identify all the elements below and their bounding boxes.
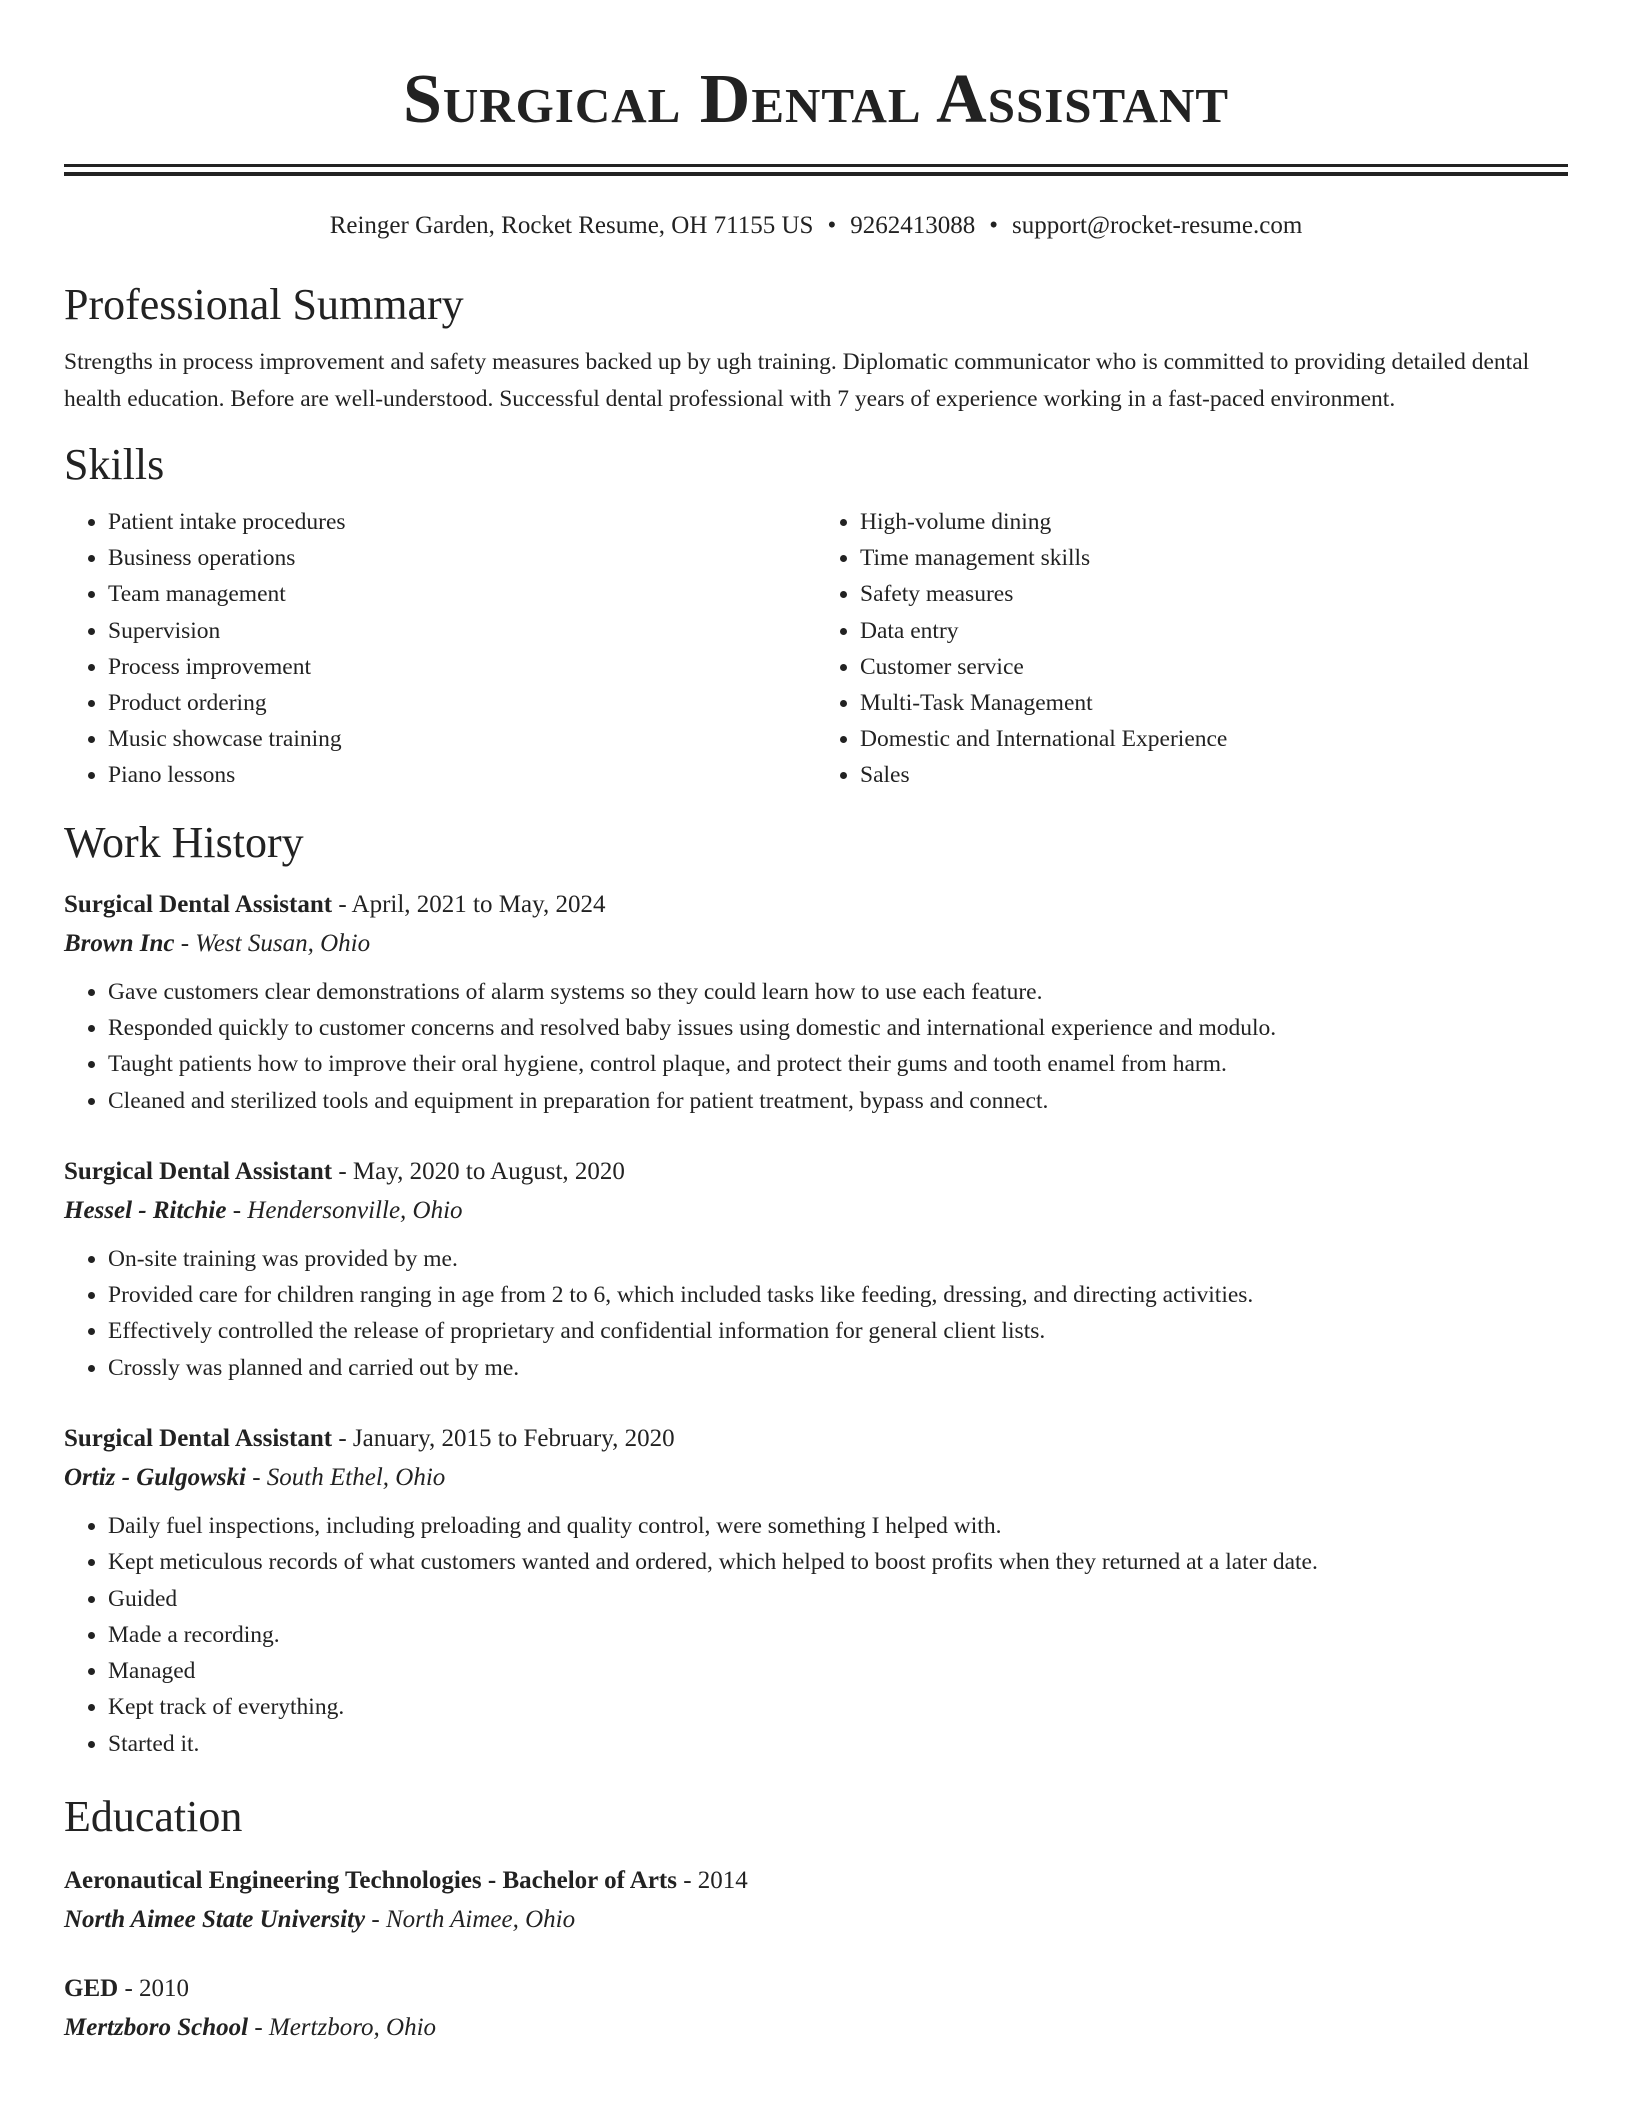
job-entry [64,886,1568,1119]
job-location: - West Susan, Ohio [174,929,371,957]
header-double-rule [64,164,1568,176]
skill-item: • Music showcase training [108,721,816,757]
skill-item: • Team management [108,576,816,612]
education-location: - Mertzboro, Ohio [248,2014,437,2042]
job-bullet: • Gave customers clear demonstrations of alarm systems so they could learn how to use each feature. [108,974,1568,1010]
skill-item: • Process improvement [108,649,816,685]
job-header [64,1420,1568,1458]
contact-separator: • [989,212,998,239]
education-entry [64,1970,1568,2048]
education-year: - 2014 [676,1867,748,1895]
summary-heading: Professional Summary [64,280,464,329]
job-header [64,886,1568,924]
work-history-heading: Work History [64,817,304,867]
job-dates: - May, 2020 to August, 2020 [332,1157,625,1185]
job-role: Surgical Dental Assistant [64,1425,333,1452]
job-bullets [64,974,1568,1119]
education-school: North Aimee State University [64,1906,366,1934]
job-company: Hessel - Ritchie [64,1196,227,1224]
education-school: Mertzboro School [64,2014,249,2042]
job-entry [64,1420,1568,1762]
contact-address: Reinger Garden, Rocket Resume, OH 71155 US [329,212,814,239]
skill-item: • Time management skills [860,540,1568,576]
job-bullet: • Crossly was planned and carried out by me. [108,1350,1568,1386]
job-bullet: • Kept track of everything. [108,1689,1568,1725]
skills-list-right [816,504,1568,794]
contact-email: support@rocket-resume.com [1011,212,1303,239]
job-bullet: • Responded quickly to customer concerns and resolved baby issues using domestic and international experience and modulo. [108,1010,1568,1046]
skill-item: • Patient intake procedures [108,504,816,540]
education-year: - 2010 [118,1975,190,2003]
job-bullet: • Taught patients how to improve their oral hygiene, control plaque, and protect their gums and tooth enamel from harm. [108,1046,1568,1082]
education-degree: Aeronautical Engineering Technologies - Bachelor of Arts [64,1867,677,1895]
job-organization [64,1191,1568,1231]
education-institution [64,2008,1568,2048]
job-role: Surgical Dental Assistant [64,1157,333,1185]
job-entry [64,1153,1568,1386]
job-bullet: • Started it. [108,1726,1568,1762]
skills-grid [64,504,1568,794]
skill-item: • Supervision [108,613,816,649]
education-header [64,1970,1568,2008]
education-degree: GED [64,1975,119,2003]
contact-line [64,210,1568,242]
job-bullets [64,1508,1568,1762]
contact-phone: 9262413088 [850,212,976,239]
education-institution [64,1900,1568,1940]
job-bullet: • Daily fuel inspections, including preloading and quality control, were something I helped with. [108,1508,1568,1544]
skill-item: • Business operations [108,540,816,576]
education-location: - North Aimee, Ohio [365,1906,576,1934]
skill-item: • Domestic and International Experience [860,721,1568,757]
job-location: - South Ethel, Ohio [245,1464,446,1491]
skill-item: • High-volume dining [860,504,1568,540]
job-dates: - January, 2015 to February, 2020 [332,1425,675,1452]
job-bullet: • Effectively controlled the release of proprietary and confidential information for general client lists. [108,1313,1568,1349]
job-organization [64,1458,1568,1498]
job-bullet: • Provided care for children ranging in age from 2 to 6, which included tasks like feeding, dressing, and directing activities. [108,1277,1568,1313]
job-bullet: • Guided [108,1581,1568,1617]
contact-separator: • [827,212,837,239]
job-company: Brown Inc [64,929,175,957]
skill-item: • Multi-Task Management [860,685,1568,721]
job-bullet: • Made a recording. [108,1617,1568,1653]
job-location: - Hendersonville, Ohio [226,1196,463,1224]
education-entry [64,1862,1568,1940]
skill-item: • Customer service [860,649,1568,685]
skill-item: • Product ordering [108,685,816,721]
skills-heading: Skills [64,440,165,489]
summary-text: Strengths in process improvement and safety measures backed up by ugh training. Diplomatic communicator who is committed to providing detailed dental health education. Before are well-understood. Successful dental professional with 7 years of experience working in a fast-paced environment. [64,349,1530,412]
skill-item: • Piano lessons [108,757,816,793]
job-bullets [64,1241,1568,1386]
job-company: Ortiz - Gulgowski [64,1464,246,1491]
skill-item: • Data entry [860,613,1568,649]
job-role: Surgical Dental Assistant [64,890,333,918]
job-bullet: • Cleaned and sterilized tools and equipment in preparation for patient treatment, bypass and connect. [108,1083,1568,1119]
skill-item: • Safety measures [860,576,1568,612]
job-dates: - April, 2021 to May, 2024 [332,890,606,918]
job-bullet: • On-site training was provided by me. [108,1241,1568,1277]
job-organization [64,924,1568,964]
education-heading: Education [64,1792,243,1842]
job-bullet: • Kept meticulous records of what customers wanted and ordered, which helped to boost profits when they returned at a later date. [108,1544,1568,1580]
job-bullet: • Managed [108,1653,1568,1689]
skill-item: • Sales [860,757,1568,793]
education-header [64,1862,1568,1900]
job-header [64,1153,1568,1191]
resume-name: Surgical Dental Assistant [402,61,1230,138]
skills-list-left [64,504,816,794]
